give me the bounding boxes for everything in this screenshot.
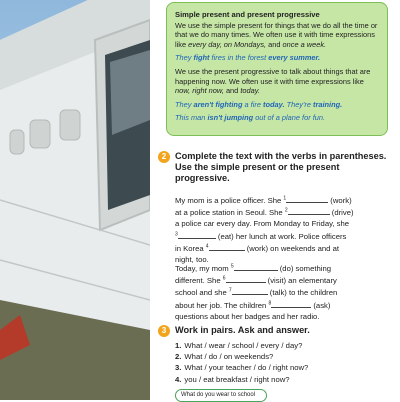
airplane-photo	[0, 0, 150, 400]
grammar-example-1: They fight fires in the forest every summer.	[175, 53, 321, 63]
blank-5[interactable]	[234, 262, 278, 271]
exercise-2-instruction: Complete the text with the verbs in parentheses. Use the simple present or the present progressive.	[175, 151, 387, 184]
blank-2[interactable]	[288, 206, 330, 215]
blank-1[interactable]	[286, 194, 328, 203]
grammar-example-2: They aren't fighting a fire today. They're training.	[175, 99, 343, 109]
grammar-box	[166, 2, 388, 136]
question-item: 3. What / your teacher / do / right now?	[175, 363, 309, 373]
grammar-example-3: This man isn't jumping out of a plane for fun.	[175, 113, 326, 123]
blank-4[interactable]	[209, 242, 245, 251]
exercise-2-number: 2	[158, 151, 170, 163]
question-item: 1. What / wear / school / every / day?	[175, 341, 303, 350]
grammar-title: Simple present and present progressive	[175, 10, 320, 19]
exercise-3-heading	[158, 325, 394, 336]
blank-8[interactable]	[271, 299, 311, 308]
blank-6[interactable]	[226, 274, 266, 283]
blank-7[interactable]	[232, 286, 268, 295]
blank-3[interactable]	[178, 230, 216, 239]
exercise-3-questions	[175, 340, 389, 385]
exercise-3-number: 3	[158, 325, 170, 337]
exercise-2-paragraph-1: My mom is a police officer. She $^1$ (work) at a police station in Seoul. She $^2$ (drive) a police car every day. From Monday to Friday, she $^3$ (eat) her lunch at work. Police officers in Korea $^4$ (work) on weekends and at night, too.	[175, 195, 354, 265]
question-item: 4. you / eat breakfast / right now?	[175, 374, 290, 384]
exercise-2-paragraph-2: Today, my mom $^5$ (do) something different. She $^6$ (visit) an elementary school and she $^7$ (talk) to the children about her job. The children $^8$ (ask) questions about her badges and her radio.	[175, 263, 338, 321]
grammar-rule-present-progressive: We use the present progressive to talk about things that are happening now. We often use it with time expressions like now, right now, and today.	[175, 66, 371, 96]
grammar-rule-simple-present: We use the simple present for things that we do all the time or that we do many times. We often use it with time expressions like every day, on Mondays, and once a week.	[175, 20, 378, 49]
speech-bubble: What do you wear to school	[175, 389, 267, 402]
question-item: 2. What / do / on weekends?	[175, 352, 274, 362]
exercise-3-instruction: Work in pairs. Ask and answer.	[175, 325, 310, 335]
exercise-2-heading	[158, 151, 394, 185]
